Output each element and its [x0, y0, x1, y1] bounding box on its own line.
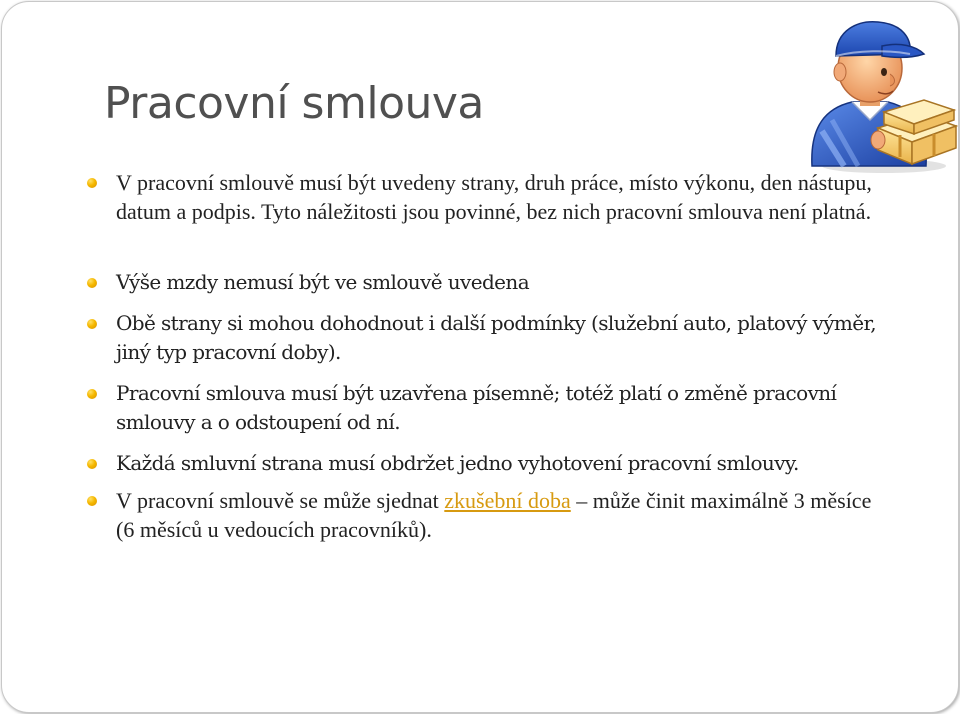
bullet-dot-icon [87, 178, 97, 188]
bullet-dot-icon [87, 459, 97, 469]
bullet-text: Výše mzdy nemusí být ve smlouvě uvedena [116, 270, 530, 294]
bullet-item-other-conditions [87, 309, 887, 367]
bullet-text: Obě strany si mohou dohodnout i další podmínky (služební auto, platový výměr, jiný typ pracovní doby). [116, 311, 877, 364]
bullet-dot-icon [87, 319, 97, 329]
slide [1, 1, 959, 713]
bullet-list [87, 168, 887, 544]
bullet-item-wage [87, 268, 887, 297]
bullet-dot-icon [87, 278, 97, 288]
slide-title: Pracovní smlouva [104, 78, 484, 129]
bullet-text: V pracovní smlouvě musí být uvedeny strany, druh práce, místo výkonu, den nástupu, datum a podpis. Tyto náležitosti jsou povinné, bez nich pracovní smlouva není platná. [116, 170, 872, 224]
bullet-item-probation [87, 486, 887, 544]
probation-period-link[interactable]: zkušební doba [444, 488, 571, 513]
bullet-dot-icon [87, 389, 97, 399]
bullet-text-after: – může činit maximálně 3 měsíce (6 měsíců u vedoucích pracovníků). [116, 488, 872, 542]
bullet-dot-icon [87, 496, 97, 506]
bullet-text-before: V pracovní smlouvě se může sjednat [116, 488, 445, 513]
bullet-text: Každá smluvní strana musí obdržet jedno vyhotovení pracovní smlouvy. [116, 451, 799, 475]
delivery-worker-with-boxes-icon [792, 16, 959, 176]
bullet-item-written-form [87, 379, 887, 437]
bullet-item-copies [87, 449, 887, 478]
bullet-item-required-elements [87, 168, 887, 226]
bullet-text: Pracovní smlouva musí být uzavřena písemně; totéž platí o změně pracovní smlouvy a o odstoupení od ní. [116, 381, 837, 434]
